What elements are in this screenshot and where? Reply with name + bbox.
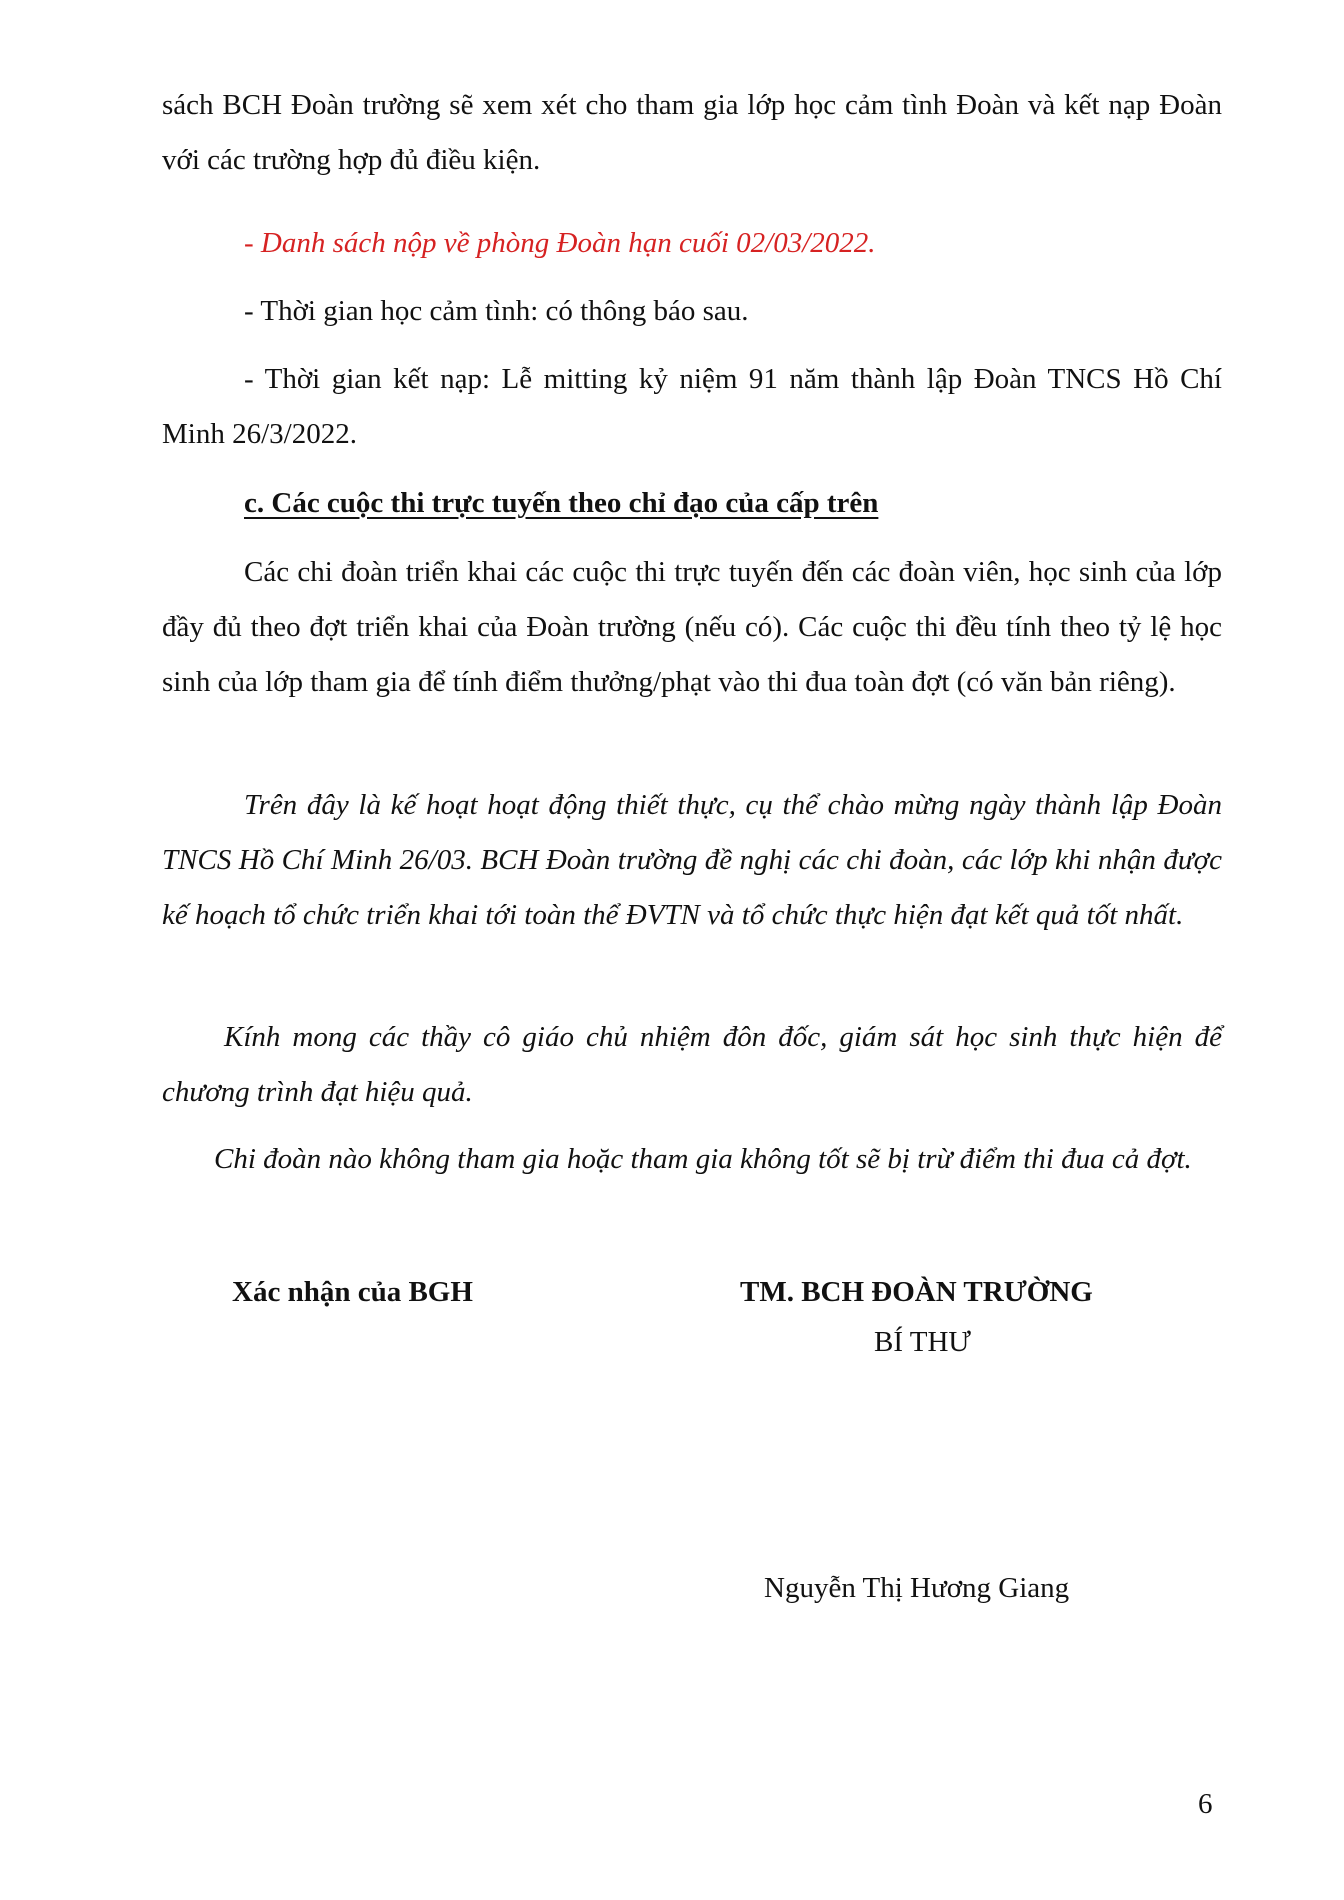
bullet-admission-time: - Thời gian kết nạp: Lễ mitting kỷ niệm 91 năm thành lập Đoàn TNCS Hồ Chí Minh 26/3/2022. bbox=[162, 363, 1222, 450]
section-c-body: Các chi đoàn triển khai các cuộc thi trực tuyến đến các đoàn viên, học sinh của lớp đầy đủ theo đợt triển khai của Đoàn trường (nếu có). Các cuộc thi đều tính theo tỷ lệ học sinh của lớp tham gia để tính điểm thưởng/phạt vào thi đua toàn đợt (có văn bản riêng). bbox=[162, 556, 1222, 698]
signature-right-title: TM. BCH ĐOÀN TRƯỜNG bbox=[740, 1276, 1093, 1308]
signature-right-role: BÍ THƯ bbox=[874, 1326, 971, 1358]
section-c-heading: c. Các cuộc thi trực tuyến theo chỉ đạo của cấp trên bbox=[244, 487, 879, 519]
bullet-study-time: - Thời gian học cảm tình: có thông báo sau. bbox=[244, 295, 749, 327]
bullet-dash: - bbox=[244, 227, 261, 259]
bullet-deadline bbox=[162, 216, 1222, 271]
closing-paragraph-2: Kính mong các thầy cô giáo chủ nhiệm đôn đốc, giám sát học sinh thực hiện để chương trình đạt hiệu quả. bbox=[162, 1021, 1222, 1108]
paragraph-continuation: sách BCH Đoàn trường sẽ xem xét cho tham gia lớp học cảm tình Đoàn và kết nạp Đoàn với các trường hợp đủ điều kiện. bbox=[162, 89, 1222, 176]
deadline-text: Danh sách nộp về phòng Đoàn hạn cuối 02/03/2022. bbox=[260, 227, 876, 259]
signature-left-title: Xác nhận của BGH bbox=[232, 1276, 473, 1308]
signer-name: Nguyễn Thị Hương Giang bbox=[764, 1572, 1070, 1604]
closing-paragraph-3: Chi đoàn nào không tham gia hoặc tham gia không tốt sẽ bị trừ điểm thi đua cả đợt. bbox=[214, 1143, 1192, 1175]
page-number: 6 bbox=[1198, 1788, 1213, 1820]
closing-paragraph-1: Trên đây là kế hoạt hoạt động thiết thực, cụ thể chào mừng ngày thành lập Đoàn TNCS Hồ Chí Minh 26/03. BCH Đoàn trường đề nghị các chi đoàn, các lớp khi nhận được kế hoạch tổ chức triển khai tới toàn thể ĐVTN và tổ chức thực hiện đạt kết quả tốt nhất. bbox=[162, 789, 1222, 931]
